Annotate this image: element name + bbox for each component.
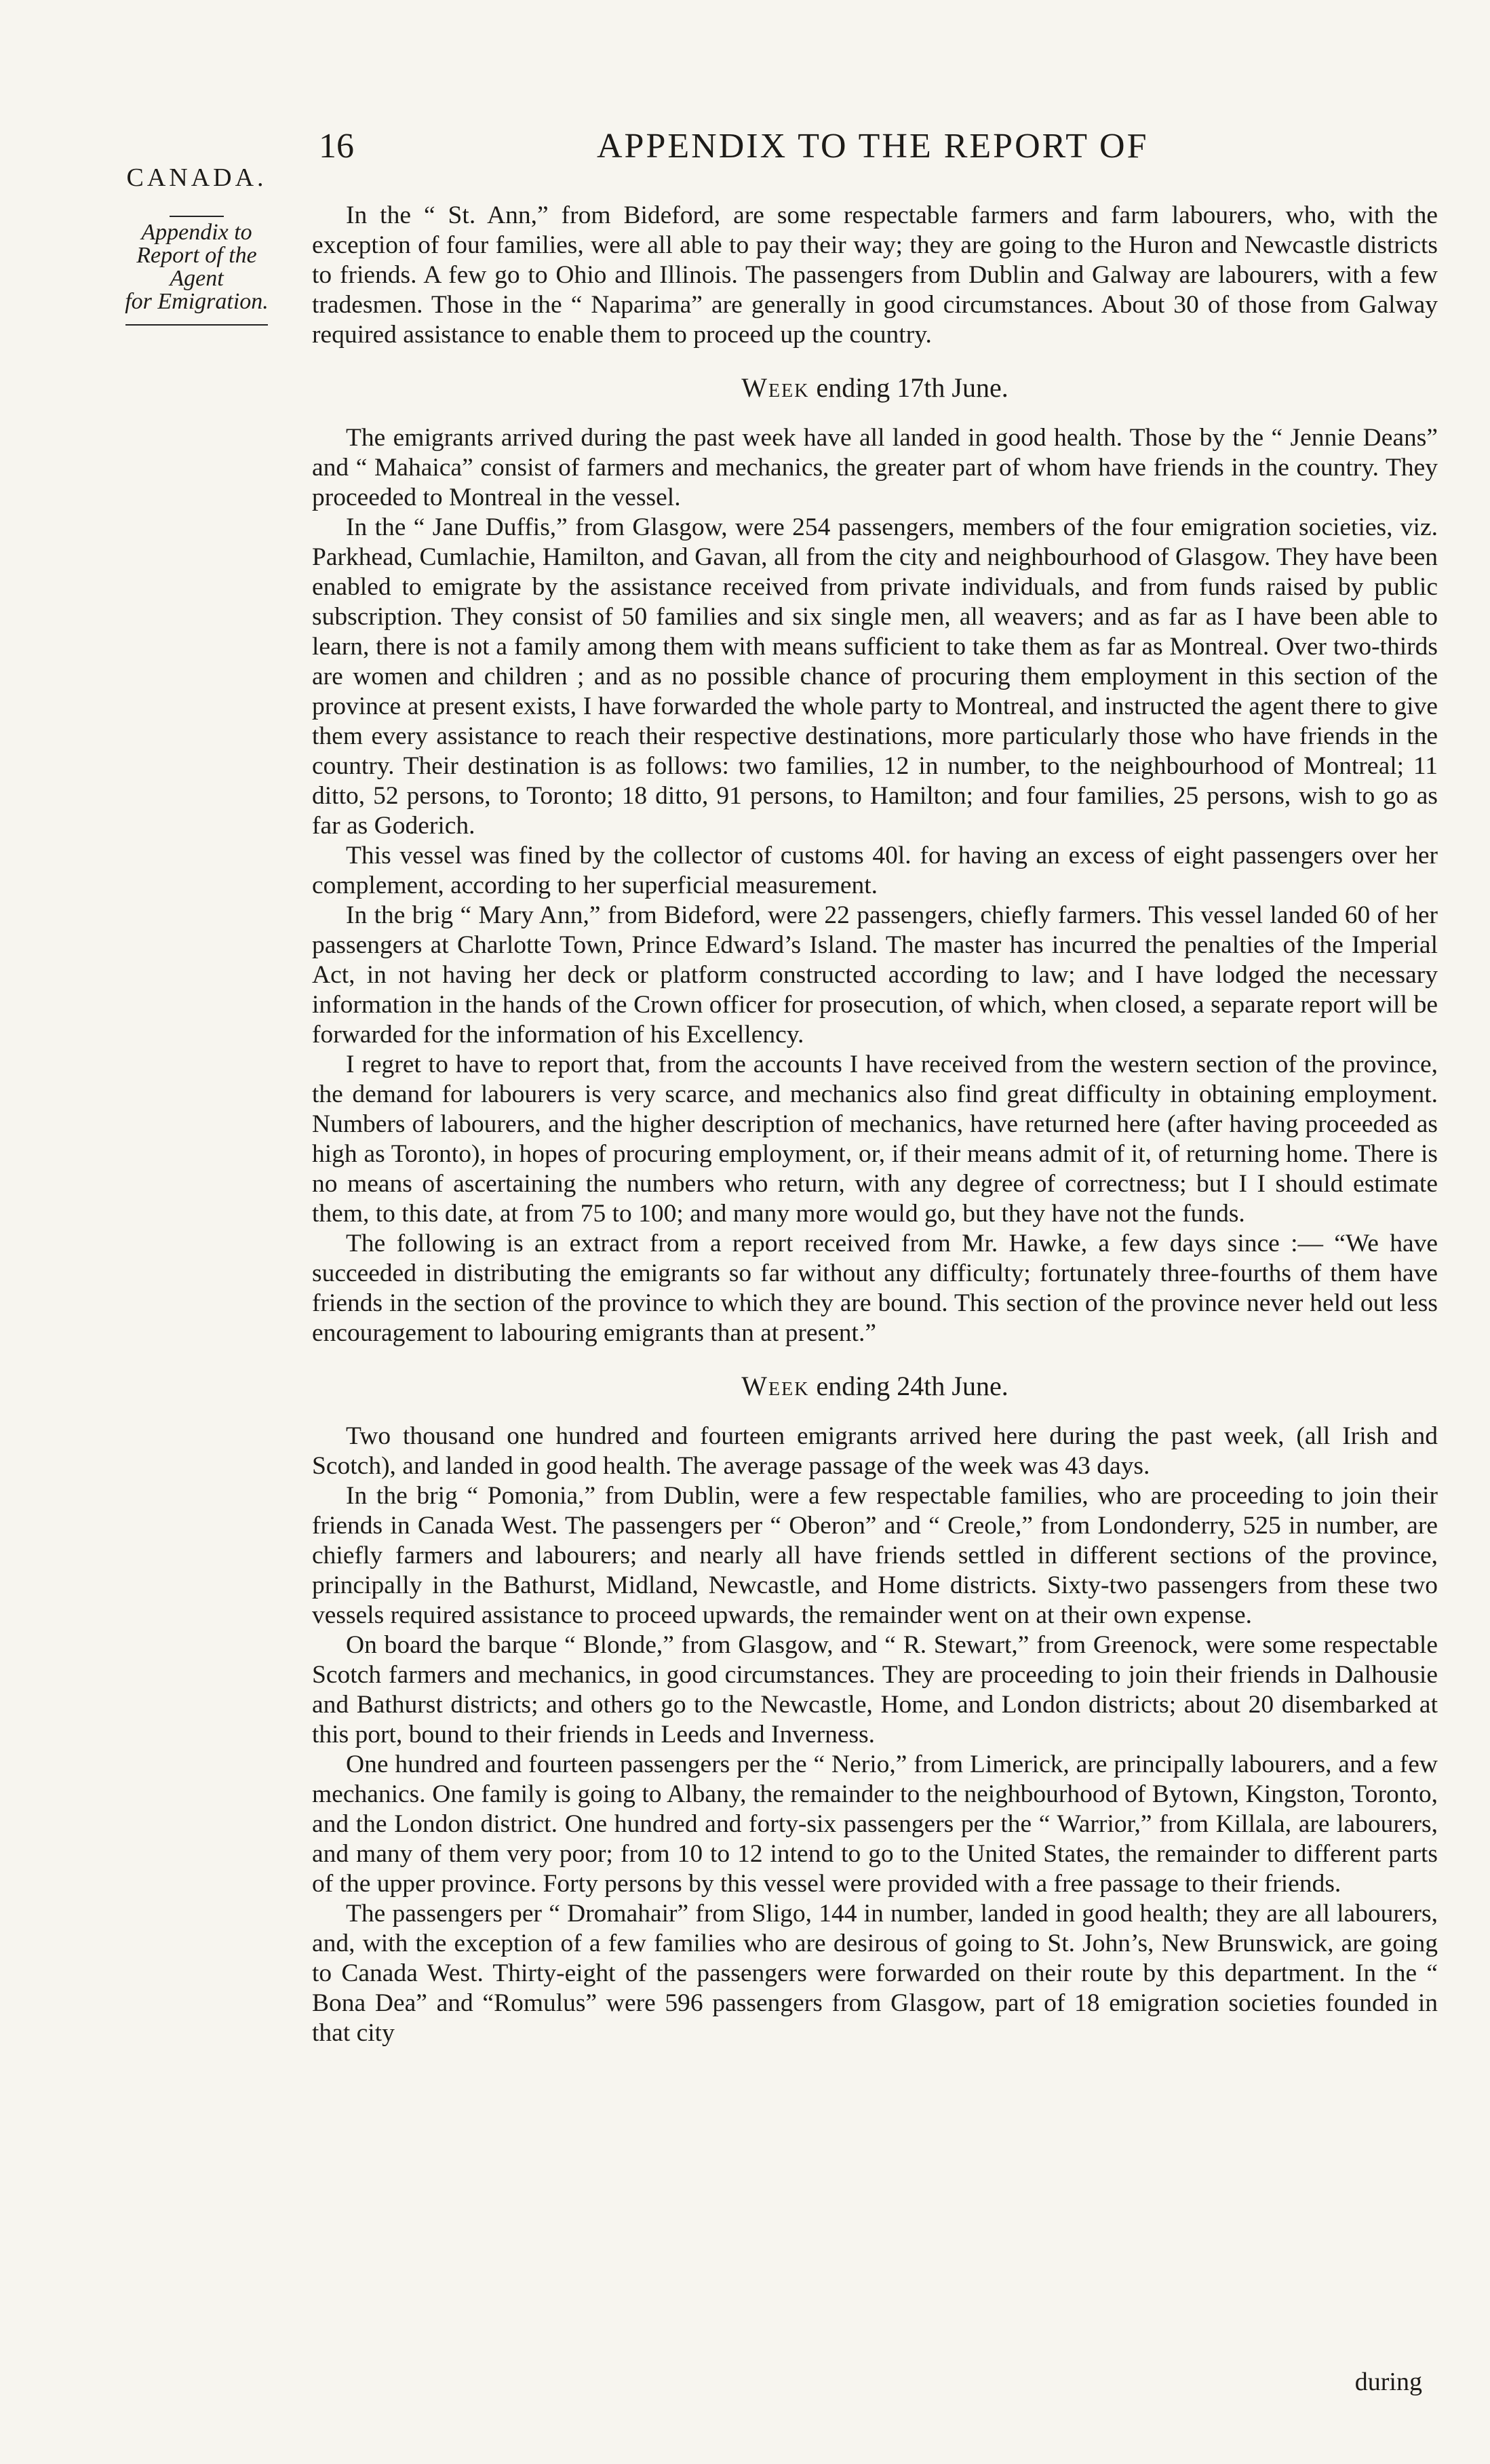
margin-note: [109, 221, 285, 313]
heading-prefix: Week: [741, 1371, 810, 1401]
paragraph: The passengers per “ Dromahair” from Sligo, 144 in number, landed in good health; they are all labourers, and, with the exception of a few families who are desirous of going to St. John’s, New Brunswick, are going to Canada West. Thirty-eight of the passengers were forwarded on their route by this department. In the “ Bona Dea” and “Romulus” were 596 passengers from Glasgow, part of 18 emigration societies founded in that city: [312, 1900, 1438, 2047]
margin-column: [109, 163, 285, 326]
running-head: APPENDIX TO THE REPORT OF: [597, 127, 1149, 165]
heading-rest: ending 24th June.: [809, 1371, 1008, 1401]
paragraph: This vessel was fined by the collector of customs 40l. for having an excess of eight passengers over her complement, according to her superficial measurement.: [312, 842, 1438, 899]
paragraph: I regret to have to report that, from the accounts I have received from the western section of the province, the demand for labourers is very scarce, and mechanics also find great difficulty in obtaining employment. Numbers of labourers, and the higher description of mechanics, have returned here (after having proceeded as high as Toronto), in hopes of procuring employment, or, if their means admit of it, of returning home. There is no means of ascertaining the numbers who return, with any degree of correctness; but I I should estimate them, to this date, at from 75 to 100; and many more would go, but they have not the funds.: [312, 1051, 1438, 1228]
margin-rule-short: [170, 216, 224, 217]
paragraph: In the “ Jane Duffis,” from Glasgow, were 254 passengers, members of the four emigration societies, viz. Parkhead, Cumlachie, Hamilton, and Gavan, all from the city and neighbourhood of Glasgow. They have been enabled to emigrate by the assistance received from private individuals, and from funds raised by public subscription. They consist of 50 families and six single men, all weavers; and as far as I have been able to learn, there is not a family among them with means sufficient to take them as far as Montreal. Over two-thirds are women and children ; and as no possible chance of procuring them employment in this section of the province at present exists, I have forwarded the whole party to Montreal, and instructed the agent there to give them every assistance to reach their respective destinations, more particularly those who have friends in the country. Their destination is as follows: two families, 12 in number, to the neighbourhood of Montreal; 11 ditto, 52 persons, to Toronto; 18 ditto, 91 persons, to Hamilton; and four families, 25 persons, wish to go as far as Goderich.: [312, 513, 1438, 840]
margin-note-line: Report of the Agent: [136, 243, 257, 291]
margin-section-label: CANADA.: [126, 163, 267, 192]
paragraph: Two thousand one hundred and fourteen emigrants arrived here during the past week, (all Irish and Scotch), and landed in good health. The average passage of the week was 43 days.: [312, 1422, 1438, 1480]
paragraph: The following is an extract from a report received from Mr. Hawke, a few days since :— “We have succeeded in distributing the emigrants so far without any difficulty; fortunately three-fourths of them have friends in the section of the province to which they are bound. This section of the province never held out less encouragement to labouring emigrants than at present.”: [312, 1230, 1438, 1347]
paragraph: In the brig “ Mary Ann,” from Bideford, were 22 passengers, chiefly farmers. This vessel landed 60 of her passengers at Charlotte Town, Prince Edward’s Island. The master has incurred the penalties of the Imperial Act, in not having her deck or platform constructed according to law; and I have lodged the necessary information in the hands of the Crown officer for prosecution, of which, when closed, a separate report will be forwarded for the information of his Excellency.: [312, 901, 1438, 1049]
paragraph: In the brig “ Pomonia,” from Dublin, were a few respectable families, who are proceeding to join their friends in Canada West. The passengers per “ Oberon” and “ Creole,” from Londonderry, 525 in number, are chiefly farmers and labourers; and nearly all have friends settled in different sections of the province, principally in the Bathurst, Midland, Newcastle, and Home districts. Sixty-two passengers from these two vessels required assistance to proceed upwards, the remainder went on at their own expense.: [312, 1482, 1438, 1629]
paragraph: On board the barque “ Blonde,” from Glasgow, and “ R. Stewart,” from Greenock, were some respectable Scotch farmers and mechanics, in good circumstances. They are proceeding to join their friends in Dalhousie and Bathurst districts; and others go to the Newcastle, Home, and London districts; about 20 disembarked at this port, bound to their friends in Leeds and Inverness.: [312, 1631, 1438, 1748]
section-heading: [312, 1371, 1438, 1401]
catchword: during: [1354, 2368, 1422, 2396]
heading-rest: ending 17th June.: [809, 372, 1008, 403]
page-number: 16: [319, 127, 354, 165]
margin-rule-long: [125, 324, 268, 326]
heading-prefix: Week: [741, 372, 810, 403]
section-heading: [312, 373, 1438, 403]
paragraph: One hundred and fourteen passengers per the “ Nerio,” from Limerick, are principally labourers, and a few mechanics. One family is going to Albany, the remainder to the neighbourhood of Bytown, Kingston, Toronto, and the London district. One hundred and forty-six passengers per the “ Warrior,” from Killala, are labourers, and many of them very poor; from 10 to 12 intend to go to the United States, the remainder to different parts of the upper province. Forty persons by this vessel were provided with a free passage to their friends.: [312, 1751, 1438, 1898]
paragraph: In the “ St. Ann,” from Bideford, are some respectable farmers and farm labourers, who, with the exception of four families, were all able to pay their way; they are going to the Huron and Newcastle districts to friends. A few go to Ohio and Illinois. The passengers from Dublin and Galway are labourers, with a few tradesmen. Those in the “ Naparima” are generally in good circumstances. About 30 of those from Galway required assistance to enable them to proceed up the country.: [312, 201, 1438, 349]
margin-note-line: for Emigration.: [125, 289, 269, 314]
body-text: [312, 201, 1438, 2048]
paragraph: The emigrants arrived during the past week have all landed in good health. Those by the “ Jennie Deans” and “ Mahaica” consist of farmers and mechanics, the greater part of whom have friends in the country. They proceeded to Montreal in the vessel.: [312, 424, 1438, 511]
margin-note-line: Appendix to: [141, 220, 252, 245]
